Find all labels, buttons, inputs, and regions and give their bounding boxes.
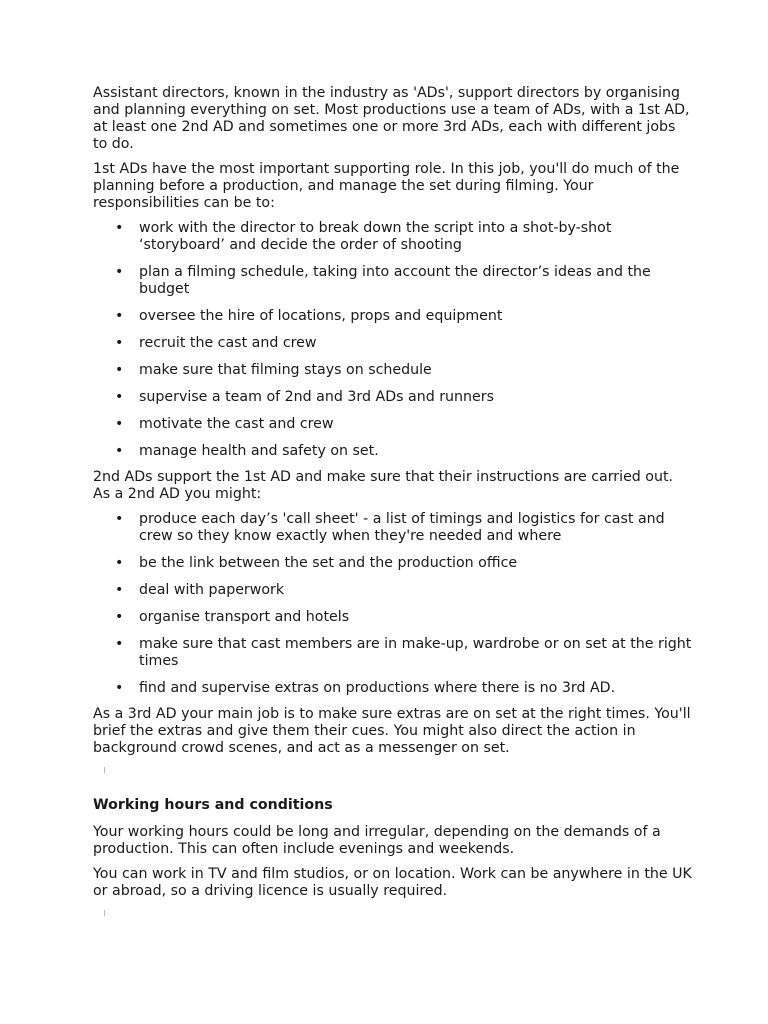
- list-item: [93, 680, 693, 697]
- bullet-icon: •: [115, 416, 124, 432]
- list-item: [93, 362, 693, 379]
- first-ad-duties-list: [93, 220, 693, 460]
- list-item-text: plan a filming schedule, taking into account the director’s ideas and the budget: [139, 264, 651, 297]
- list-item-text: supervise a team of 2nd and 3rd ADs and runners: [139, 389, 494, 405]
- bullet-icon: •: [115, 308, 124, 324]
- second-ad-intro: 2nd ADs support the 1st AD and make sure that their instructions are carried out. As a 2nd AD you might:: [93, 469, 674, 502]
- working-hours-paragraph-2: You can work in TV and film studios, or on location. Work can be anywhere in the UK or abroad, so a driving licence is usually required.: [93, 866, 692, 899]
- list-item-text: manage health and safety on set.: [139, 443, 379, 459]
- list-item: [93, 389, 693, 406]
- section-break-marker: [93, 908, 693, 920]
- list-item: [93, 443, 693, 460]
- list-item-text: produce each day’s 'call sheet' - a list of timings and logistics for cast and crew so they know exactly when they're needed and where: [139, 511, 665, 544]
- document-page: [93, 85, 693, 940]
- bullet-icon: •: [115, 389, 124, 405]
- list-item: [93, 335, 693, 352]
- list-item: [93, 511, 693, 545]
- intro-paragraph-2: 1st ADs have the most important supporting role. In this job, you'll do much of the planning before a production, and manage the set during filming. Your responsibilities can be to:: [93, 161, 680, 211]
- section-break-marker: [93, 765, 693, 777]
- list-item-text: find and supervise extras on productions where there is no 3rd AD.: [139, 680, 616, 696]
- bullet-icon: •: [115, 555, 124, 571]
- bullet-icon: •: [115, 511, 124, 527]
- bullet-icon: •: [115, 609, 124, 625]
- bullet-icon: •: [115, 582, 124, 598]
- working-hours-paragraph-1: Your working hours could be long and irregular, depending on the demands of a production. This can often include evenings and weekends.: [93, 824, 661, 857]
- list-item-text: make sure that filming stays on schedule: [139, 362, 432, 378]
- bullet-icon: •: [115, 264, 124, 280]
- list-item: [93, 220, 693, 254]
- intro-paragraph-1: Assistant directors, known in the industry as 'ADs', support directors by organising and planning everything on set. Most productions use a team of ADs, with a 1st AD, at least one 2nd AD and sometimes one or more 3rd ADs, each with different jobs to do.: [93, 85, 690, 152]
- bullet-icon: •: [115, 680, 124, 696]
- list-item-text: motivate the cast and crew: [139, 416, 334, 432]
- list-item-text: make sure that cast members are in make-up, wardrobe or on set at the right times: [139, 636, 692, 669]
- list-item-text: oversee the hire of locations, props and equipment: [139, 308, 503, 324]
- list-item-text: recruit the cast and crew: [139, 335, 317, 351]
- list-item-text: organise transport and hotels: [139, 609, 350, 625]
- bullet-icon: •: [115, 443, 124, 459]
- list-item: [93, 609, 693, 626]
- list-item: [93, 555, 693, 572]
- list-item: [93, 636, 693, 670]
- bullet-icon: •: [115, 362, 124, 378]
- second-ad-duties-list: [93, 511, 693, 697]
- bullet-icon: •: [115, 335, 124, 351]
- list-item-text: deal with paperwork: [139, 582, 285, 598]
- list-item: [93, 264, 693, 298]
- list-item: [93, 582, 693, 599]
- section-heading: Working hours and conditions: [93, 797, 333, 813]
- list-item-text: work with the director to break down the script into a shot-by-shot ‘storyboard’ and decide the order of shooting: [139, 220, 612, 253]
- bullet-icon: •: [115, 636, 124, 652]
- list-item: [93, 416, 693, 433]
- bullet-icon: •: [115, 220, 124, 236]
- third-ad-paragraph: As a 3rd AD your main job is to make sure extras are on set at the right times. You'll brief the extras and give them their cues. You might also direct the action in background crowd scenes, and act as a messenger on set.: [93, 706, 691, 756]
- list-item: [93, 308, 693, 325]
- list-item-text: be the link between the set and the production office: [139, 555, 518, 571]
